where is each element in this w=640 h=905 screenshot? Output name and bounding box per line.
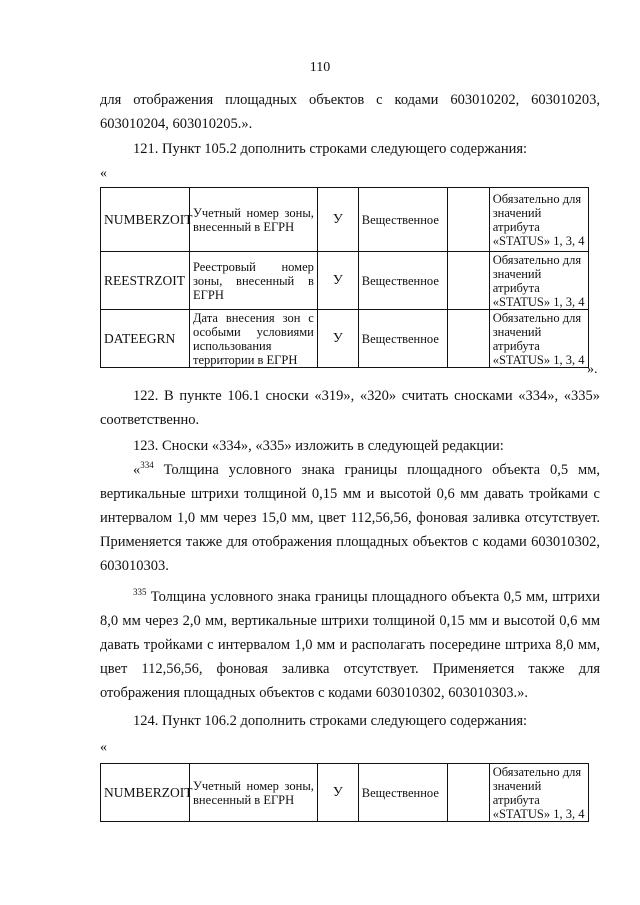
quote-open-1: « xyxy=(100,166,107,181)
attribute-empty-cell xyxy=(447,252,489,310)
footnote-334 xyxy=(100,458,600,578)
item-121: 121. Пункт 105.2 дополнить строками следующего содержания: xyxy=(133,141,528,157)
attribute-empty-cell xyxy=(447,764,489,822)
attribute-description: Реестровый номер зоны, внесенный в ЕГРН xyxy=(190,252,318,310)
attribute-code: REESTRZOIT xyxy=(101,252,190,310)
paragraph-continuation: для отображения площадных объектов с кодами 603010202, 603010203, 603010204, 603010205.». xyxy=(100,92,600,132)
quote-close-1: ». xyxy=(587,362,598,377)
footnote-334-text: Толщина условного знака границы площадного объекта 0,5 мм, вертикальные штрихи толщиной 0,15 мм и высотой 0,6 мм давать тройками с интервалом 1,0 мм через 15,0 мм, цвет 112,56,56, фоновая заливка отсутствует. Применяется также для отображения площадных объектов с кодами 603010302, 603010303. xyxy=(100,462,600,574)
footnote-335-number: 335 xyxy=(133,587,147,598)
item-124: 124. Пункт 106.2 дополнить строками следующего содержания: xyxy=(133,713,528,729)
attribute-empty-cell xyxy=(447,310,489,368)
attribute-table-1 xyxy=(100,187,589,368)
attribute-flag: У xyxy=(317,310,358,368)
attribute-description: Учетный номер зоны, внесенный в ЕГРН xyxy=(190,188,318,252)
table-row xyxy=(101,252,589,310)
footnote-335-text: Толщина условного знака границы площадного объекта 0,5 мм, штрихи 8,0 мм через 2,0 мм, вертикальные штрихи толщиной 0,15 мм и высотой 0,6 мм давать тройками с интервалом 1,0 мм и располагать посередине штриха 8,0 мм, цвет 112,56,56, фоновая заливка отсутствует. Применяется также для отображения площадных объектов с кодами 603010302, 603010303.». xyxy=(100,589,600,701)
attribute-note: Обязательно для значений атрибута «STATUS» 1, 3, 4 xyxy=(489,188,588,252)
attribute-note: Обязательно для значений атрибута «STATUS» 1, 3, 4 xyxy=(489,310,588,368)
page-number: 110 xyxy=(309,60,331,75)
attribute-note: Обязательно для значений атрибута «STATUS» 1, 3, 4 xyxy=(489,764,588,822)
footnote-334-quote: « xyxy=(133,462,141,478)
attribute-flag: У xyxy=(317,764,358,822)
attribute-code: NUMBERZOIT xyxy=(101,764,190,822)
attribute-type: Вещественное xyxy=(358,310,447,368)
attribute-type: Вещественное xyxy=(358,188,447,252)
footnote-335 xyxy=(100,585,600,705)
attribute-type: Вещественное xyxy=(358,252,447,310)
attribute-empty-cell xyxy=(447,188,489,252)
attribute-flag: У xyxy=(317,188,358,252)
attribute-note: Обязательно для значений атрибута «STATUS» 1, 3, 4 xyxy=(489,252,588,310)
quote-open-2: « xyxy=(100,740,107,755)
attribute-code: NUMBERZOIT xyxy=(101,188,190,252)
item-122: 122. В пункте 106.1 сноски «319», «320» считать сносками «334», «335» соответственно. xyxy=(100,388,600,428)
attribute-code: DATEEGRN xyxy=(101,310,190,368)
attribute-description: Дата внесения зон с особыми условиями использования территории в ЕГРН xyxy=(190,310,318,368)
table-row xyxy=(101,188,589,252)
attribute-table-2 xyxy=(100,763,589,822)
attribute-flag: У xyxy=(317,252,358,310)
attribute-description: Учетный номер зоны, внесенный в ЕГРН xyxy=(190,764,318,822)
item-123: 123. Сноски «334», «335» изложить в следующей редакции: xyxy=(133,438,504,454)
attribute-type: Вещественное xyxy=(358,764,447,822)
table-row xyxy=(101,310,589,368)
footnote-334-number: 334 xyxy=(140,460,154,471)
table-row xyxy=(101,764,589,822)
